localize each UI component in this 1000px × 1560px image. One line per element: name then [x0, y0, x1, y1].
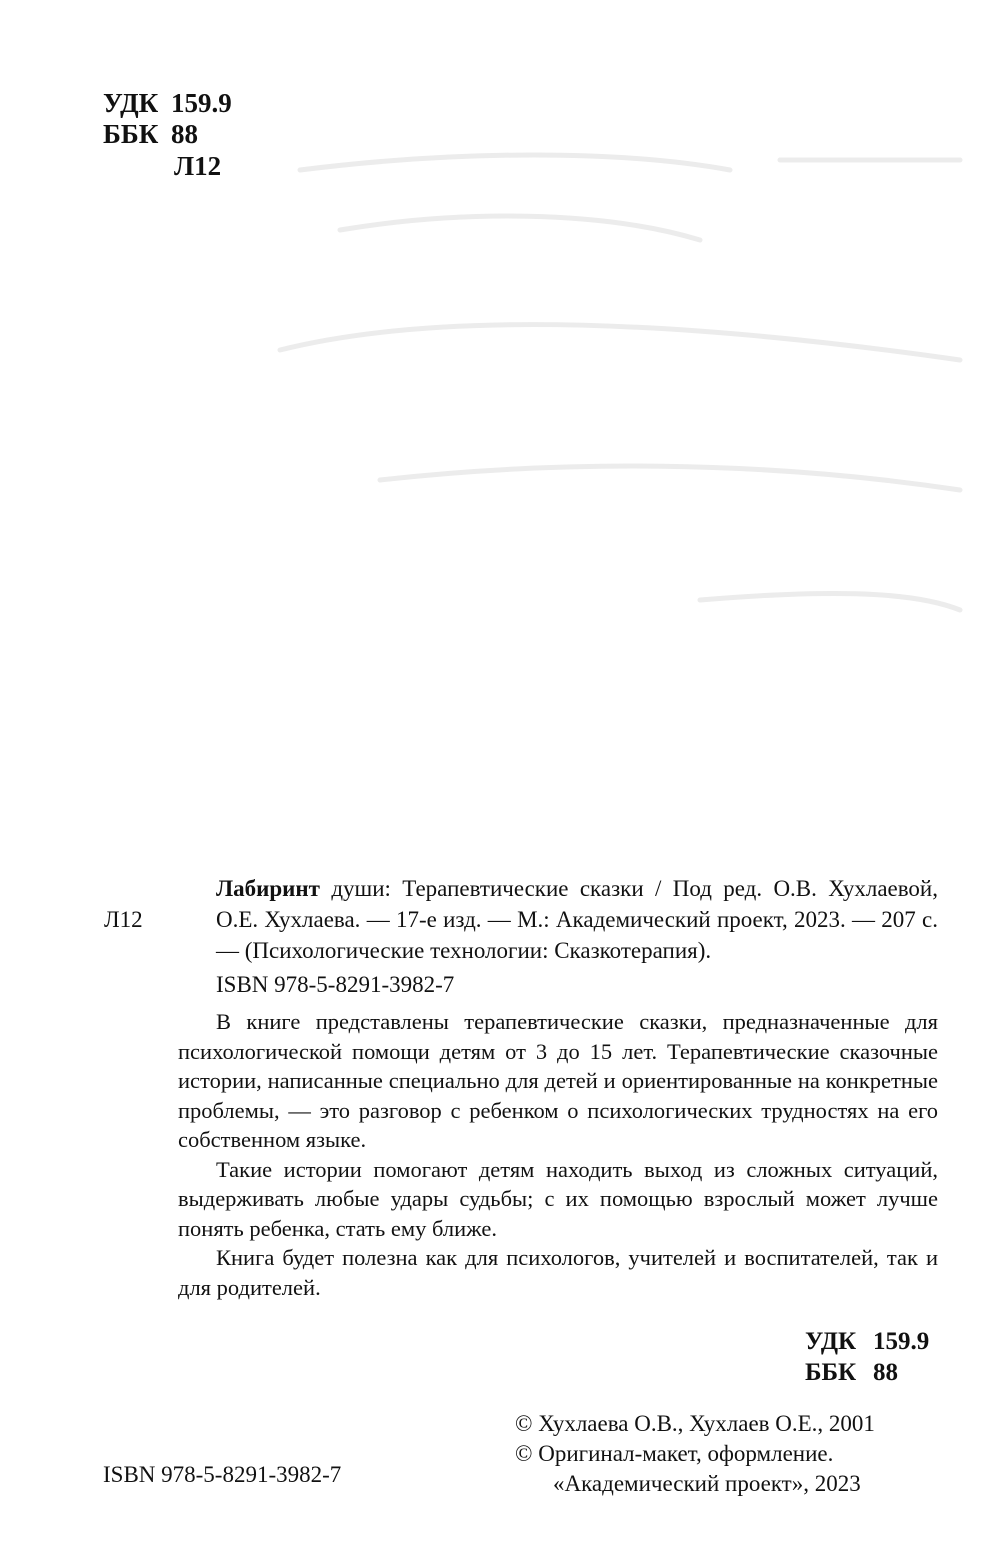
copyright-publisher: «Академический проект», 2023 — [553, 1471, 861, 1496]
ghost-stroke-3 — [340, 216, 700, 240]
ghost-stroke-5 — [380, 466, 960, 490]
biblio-isbn: ISBN 978-5-8291-3982-7 — [216, 972, 455, 997]
top-bbk-row — [103, 119, 232, 150]
copyright-layout: © Оригинал-макет, оформление. — [515, 1441, 834, 1466]
copyright-block — [515, 1409, 875, 1499]
biblio-title-lead: Лабиринт — [216, 876, 320, 901]
annotation-paragraph-2: Такие истории помогают детям находить выход из сложных ситуаций, выдерживать любые удары судьбы; с их помощью взрослый может лучше понять ребенка, стать ему ближе. — [178, 1156, 938, 1241]
top-bbk-value: 88 — [171, 119, 198, 149]
biblio-author-mark: Л12 — [104, 907, 143, 932]
top-udk-value: 159.9 — [171, 88, 232, 118]
bottom-udk-label: УДК — [805, 1328, 857, 1355]
annotation — [178, 1007, 938, 1302]
bottom-classification-codes — [805, 1326, 929, 1388]
bottom-udk-row — [805, 1326, 929, 1357]
biblio-title-rest: души: Терапевтические сказки / Под ред. О.В. Хухлаевой, О.Е. Хухлаева. — 17-е изд. — М.: Академический проект, 2023. — 207 с.— (Психологические технологии: Сказкотерапия). — [216, 876, 938, 963]
bottom-bbk-row — [805, 1357, 929, 1388]
bleed-through-marks — [260, 130, 1000, 630]
bottom-bbk-value: 88 — [873, 1359, 898, 1386]
ghost-stroke-4 — [280, 325, 960, 360]
top-author-mark: Л12 — [174, 151, 222, 181]
bottom-udk-value: 159.9 — [873, 1328, 930, 1355]
annotation-paragraph-3: Книга будет полезна как для психологов, учителей и воспитателей, так и для родителей. — [178, 1245, 938, 1300]
top-classification-codes — [103, 88, 232, 150]
bibliographic-description — [216, 873, 938, 966]
top-udk-label: УДК — [103, 88, 159, 118]
copyright-authors: © Хухлаева О.В., Хухлаев О.Е., 2001 — [515, 1411, 875, 1436]
bottom-bbk-label: ББК — [805, 1359, 857, 1386]
footer-isbn: ISBN 978-5-8291-3982-7 — [103, 1462, 342, 1487]
annotation-paragraph-1: В книге представлены терапевтические сказки, предназначенные для психологической помощи детям от 3 до 15 лет. Терапевтические сказочные истории, написанные специально для детей и ориентированные на конкретные проблемы, — это разговор с ребенком о психологических трудностях на его собственном языке. — [178, 1009, 938, 1152]
top-bbk-label: ББК — [103, 119, 159, 149]
ghost-stroke-6 — [700, 593, 960, 610]
ghost-stroke-1 — [300, 155, 730, 170]
top-udk-row — [103, 88, 232, 119]
